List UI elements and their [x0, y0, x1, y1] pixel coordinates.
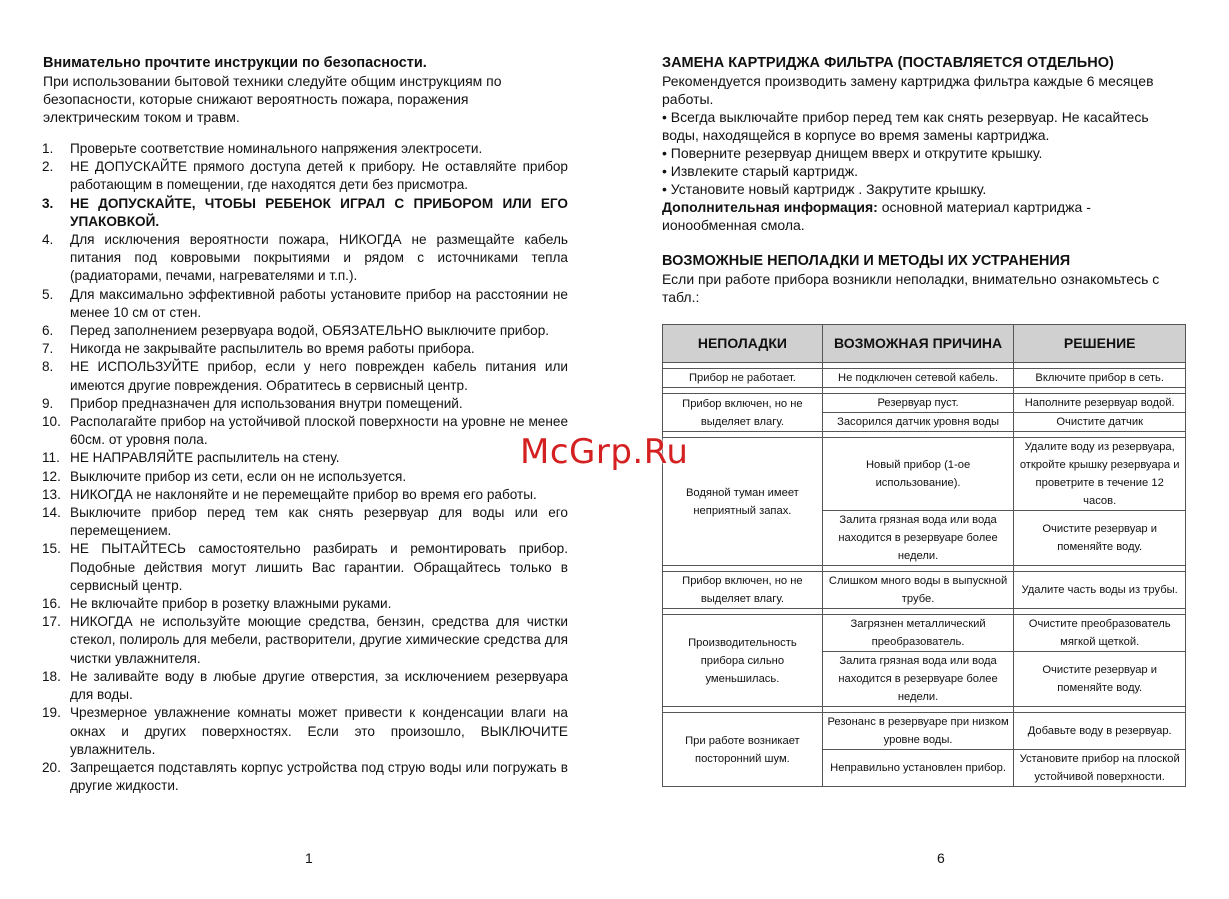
rule-text: Для исключения вероятности пожара, НИКОГДА не размещайте кабель питания под ковровыми покрытиями и рядом с источниками тепла (радиаторами, печами, нагревателями и т.п.).: [70, 232, 568, 284]
rule-number: 14.: [42, 505, 61, 521]
table-row: [663, 394, 1186, 413]
filter-heading: ЗАМЕНА КАРТРИДЖА ФИЛЬТРА (ПОСТАВЛЯЕТСЯ ОТДЕЛЬНО): [662, 55, 1114, 71]
solution-cell: Очистите резервуар и поменяйте воду.: [1014, 511, 1186, 566]
table-row: [663, 615, 1186, 652]
filter-extra-info: [662, 198, 1182, 234]
safety-rule: [40, 413, 568, 449]
safety-rule: [40, 613, 568, 668]
rule-number: 13.: [42, 486, 61, 502]
safety-rule: [40, 140, 568, 158]
safety-rule: [40, 449, 568, 467]
safety-rule: [40, 468, 568, 486]
rule-text: Для максимально эффективной работы установите прибор на расстоянии не менее 10 см от стен.: [70, 286, 568, 320]
problem-cell: Прибор включен, но не выделяет влагу.: [663, 394, 823, 432]
rule-number: 20.: [42, 759, 61, 775]
cause-cell: Загрязнен металлический преобразователь.: [822, 615, 1014, 652]
solution-cell: Включите прибор в сеть.: [1014, 369, 1186, 388]
cause-cell: Резонанс в резервуаре при низком уровне воды.: [822, 713, 1014, 750]
filter-step: • Всегда выключайте прибор перед тем как снять резервуар. Не касайтесь воды, находящейся в корпусе во время замены картриджа.: [662, 109, 1149, 143]
rule-text: Прибор предназначен для использования внутри помещений.: [70, 395, 463, 411]
filter-step: • Установите новый картридж . Закрутите крышку.: [662, 181, 987, 197]
filter-extra-label: Дополнительная информация:: [662, 199, 878, 215]
watermark: McGrp.Ru: [520, 432, 689, 472]
rule-number: 4.: [42, 232, 54, 248]
table-body: [663, 363, 1186, 787]
troubleshooting-table: [662, 324, 1186, 787]
solution-cell: Очистите датчик: [1014, 413, 1186, 432]
problem-cell: При работе возникает посторонний шум.: [663, 713, 823, 787]
rule-text: Запрещается подставлять корпус устройства под струю воды или погружать в другие жидкости.: [70, 759, 568, 794]
rule-text: Не заливайте воду в любые другие отверстия, за исключением резервуара для воды.: [70, 668, 568, 703]
rule-number: 6.: [42, 323, 54, 339]
rule-text: Чрезмерное увлажнение комнаты может привести к конденсации влаги на окнах и других поверхностях. Если это произошло, ВЫКЛЮЧИТЕ увлажнитель.: [70, 705, 568, 757]
left-page: [40, 0, 570, 899]
rule-text: НЕ ДОПУСКАЙТЕ, ЧТОБЫ РЕБЕНОК ИГРАЛ С ПРИБОРОМ ИЛИ ЕГО УПАКОВКОЙ.: [70, 195, 568, 229]
rule-number: 3.: [42, 195, 54, 211]
right-page: [660, 0, 1188, 899]
rule-text: Не включайте прибор в розетку влажными руками.: [70, 596, 392, 612]
safety-rule: [40, 195, 568, 231]
rule-number: 5.: [42, 286, 54, 302]
solution-cell: Наполните резервуар водой.: [1014, 394, 1186, 413]
safety-rule: [40, 540, 568, 595]
safety-rule: [40, 322, 568, 340]
safety-rule: [40, 595, 568, 613]
rule-text: Располагайте прибор на устойчивой плоской поверхности на уровне не менее 60см. от уровня пола.: [70, 414, 568, 448]
filter-step: • Поверните резервуар днищем вверх и открутите крышку.: [662, 145, 1043, 161]
cause-cell: Слишком много воды в выпускной трубе.: [822, 572, 1014, 609]
rule-number: 11.: [42, 450, 60, 466]
rule-text: НЕ ИСПОЛЬЗУЙТЕ прибор, если у него поврежден кабель питания или имеются другие повреждения. Обратитесь в сервисный центр.: [70, 359, 568, 393]
solution-cell: Установите прибор на плоской устойчивой поверхности.: [1014, 750, 1186, 787]
safety-rule: [40, 668, 568, 704]
safety-rule: [40, 504, 568, 540]
safety-rule: [40, 759, 568, 795]
page-number: 1: [305, 850, 313, 866]
problem-cell: Водяной туман имеет неприятный запах.: [663, 438, 823, 566]
safety-rule: [40, 286, 568, 322]
problem-cell: Прибор включен, но не выделяет влагу.: [663, 572, 823, 609]
safety-intro: При использовании бытовой техники следуйте общим инструкциям по безопасности, которые снижают вероятность пожара, поражения электрическим током и травм.: [43, 73, 502, 125]
safety-rule: [40, 704, 568, 759]
rule-number: 17.: [42, 614, 61, 630]
filter-extra-text: основной материал картриджа - ионообменная смола.: [662, 199, 1091, 233]
rule-number: 16.: [42, 596, 61, 612]
rule-text: Выключите прибор из сети, если он не используется.: [70, 468, 407, 484]
safety-rules-list: [40, 140, 568, 795]
solution-cell: Добавьте воду в резервуар.: [1014, 713, 1186, 750]
filter-section: [662, 54, 1182, 234]
safety-rule: [40, 395, 568, 413]
rule-text: Выключите прибор перед тем как снять резервуар для воды или его перемещением.: [70, 505, 568, 539]
troubleshooting-section: [662, 252, 1182, 306]
rule-number: 7.: [42, 341, 54, 357]
solution-cell: Очистите преобразователь мягкой щеткой.: [1014, 615, 1186, 652]
filter-intro: Рекомендуется производить замену картриджа фильтра каждые 6 месяцев работы.: [662, 73, 1154, 107]
table-row: [663, 572, 1186, 609]
rule-number: 15.: [42, 541, 61, 557]
rule-text: НИКОГДА не наклоняйте и не перемещайте прибор во время его работы.: [70, 486, 537, 502]
rule-text: Перед заполнением резервуара водой, ОБЯЗАТЕЛЬНО выключите прибор.: [70, 323, 550, 339]
rule-text: НЕ ПЫТАЙТЕСЬ самостоятельно разбирать и ремонтировать прибор. Подобные действия могут лишить Вас гарантии. Обращайтесь только в сервисный центр.: [70, 541, 568, 593]
table-row: [663, 438, 1186, 511]
cause-cell: Неправильно установлен прибор.: [822, 750, 1014, 787]
rule-number: 2.: [42, 159, 54, 175]
solution-cell: Удалите часть воды из трубы.: [1014, 572, 1186, 609]
safety-rule: [40, 231, 568, 286]
rule-text: Проверьте соответствие номинального напряжения электросети.: [70, 141, 483, 156]
safety-rule: [40, 340, 568, 358]
safety-heading: Внимательно прочтите инструкции по безопасности.: [43, 55, 427, 71]
problem-cell: Прибор не работает.: [663, 369, 823, 388]
cause-cell: Новый прибор (1-ое использование).: [822, 438, 1014, 511]
rule-text: НЕ ДОПУСКАЙТЕ прямого доступа детей к прибору. Не оставляйте прибор работающим в помещении, где находятся дети без присмотра.: [70, 159, 568, 193]
rule-text: НИКОГДА не используйте моющие средства, бензин, средства для чистки стекол, полироль для мебели, растворители, другие химические средства для чистки увлажнителя.: [70, 614, 568, 666]
rule-text: НЕ НАПРАВЛЯЙТЕ распылитель на стену.: [70, 450, 340, 466]
rule-number: 9.: [42, 395, 54, 411]
solution-cell: Очистите резервуар и поменяйте воду.: [1014, 652, 1186, 707]
column-header-cause: ВОЗМОЖНАЯ ПРИЧИНА: [822, 325, 1014, 363]
problem-cell: Производительность прибора сильно уменьшилась.: [663, 615, 823, 707]
rule-number: 19.: [42, 705, 61, 721]
rule-number: 8.: [42, 359, 54, 375]
cause-cell: Залита грязная вода или вода находится в резервуаре более недели.: [822, 652, 1014, 707]
cause-cell: Залита грязная вода или вода находится в резервуаре более недели.: [822, 511, 1014, 566]
table-row: [663, 369, 1186, 388]
table-row: [663, 713, 1186, 750]
cause-cell: Не подключен сетевой кабель.: [822, 369, 1014, 388]
page-number: 6: [937, 850, 945, 866]
safety-rule: [40, 158, 568, 194]
rule-number: 18.: [42, 668, 61, 684]
rule-number: 1.: [42, 141, 54, 156]
safety-rule: [40, 358, 568, 394]
cause-cell: Резервуар пуст.: [822, 394, 1014, 413]
rule-text: Никогда не закрывайте распылитель во время работы прибора.: [70, 341, 475, 357]
rule-number: 12.: [42, 468, 61, 484]
rule-number: 10.: [42, 414, 61, 430]
column-header-solution: РЕШЕНИЕ: [1014, 325, 1186, 363]
troubleshooting-heading: ВОЗМОЖНЫЕ НЕПОЛАДКИ И МЕТОДЫ ИХ УСТРАНЕНИЯ: [662, 253, 1071, 269]
filter-step: • Извлеките старый картридж.: [662, 163, 858, 179]
cause-cell: Засорился датчик уровня воды: [822, 413, 1014, 432]
safety-rule: [40, 486, 568, 504]
troubleshooting-intro: Если при работе прибора возникли неполадки, внимательно ознакомьтесь с табл.:: [662, 271, 1160, 305]
solution-cell: Удалите воду из резервуара, откройте крышку резервуара и проветрите в течение 12 часов.: [1014, 438, 1186, 511]
table-header-row: [663, 325, 1186, 363]
column-header-problem: НЕПОЛАДКИ: [663, 325, 823, 363]
